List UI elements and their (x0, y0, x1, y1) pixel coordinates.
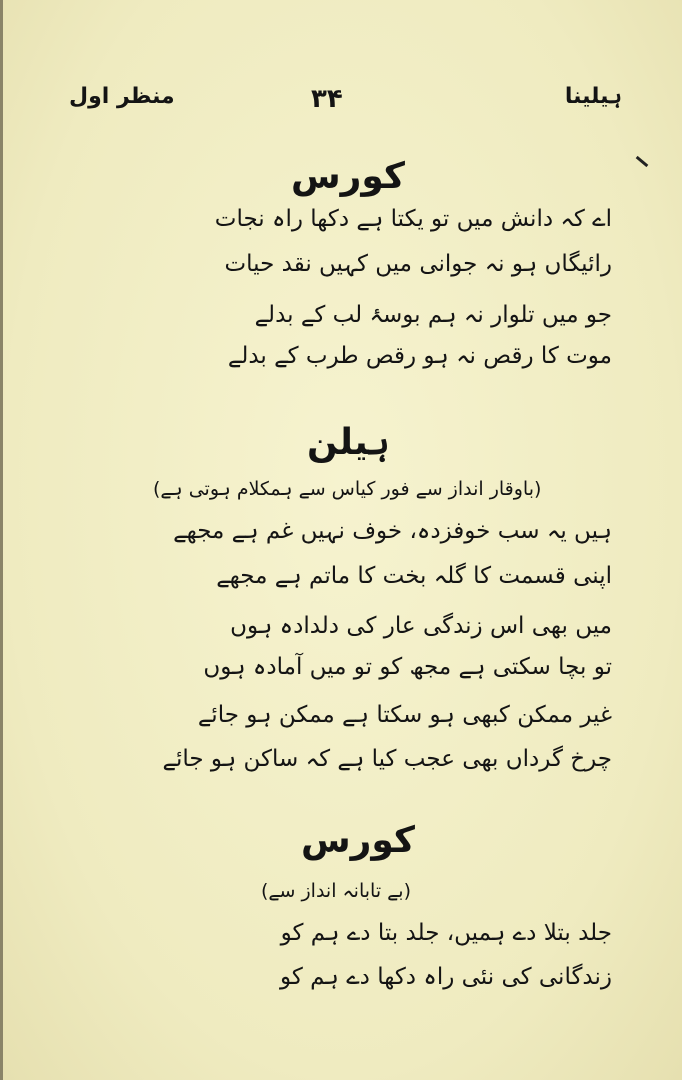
verse-line: جلد بتلا دے ہمیں، جلد بتا دے ہم کو (280, 920, 612, 946)
speaker-name: کورس (301, 820, 415, 861)
stage-direction: (باوقار انداز سے فور کیاس سے ہمکلام ہوتی ہے) (153, 478, 542, 500)
verse-line: اے کہ دانش میں تو یکتا ہے دکھا راہ نجات (214, 206, 612, 232)
verse-line: چرخ گرداں بھی عجب کیا ہے کہ ساکن ہو جائے (162, 746, 612, 772)
verse-line: رائیگاں ہو نہ جوانی میں کہیں نقد حیات (224, 251, 612, 277)
verse-line: جو میں تلوار نہ ہم بوسۂ لب کے بدلے (254, 302, 612, 328)
ink-mark (636, 156, 649, 167)
verse-line: میں بھی اس زندگی عار کی دلدادہ ہوں (230, 613, 612, 639)
stage-direction: (بے تابانہ انداز سے) (261, 880, 411, 902)
verse-line: موت کا رقص نہ ہو رقص طرب کے بدلے (227, 343, 612, 369)
verse-line: اپنی قسمت کا گلہ بخت کا ماتم ہے مجھے (216, 563, 612, 589)
page-number: ۳۴ (311, 84, 343, 114)
running-head-title: ہیلینا (564, 84, 622, 109)
verse-line: غیر ممکن کبھی ہو سکتا ہے ممکن ہو جائے (197, 702, 612, 728)
speaker-name: ہیلن (307, 422, 390, 463)
verse-line: تو بچا سکتی ہے مجھ کو تو میں آمادہ ہوں (203, 654, 612, 680)
running-head-scene: منظر اول (69, 84, 175, 109)
speaker-name: کورس (291, 156, 405, 197)
verse-line: زندگانی کی نئی راہ دکھا دے ہم کو (279, 964, 612, 990)
verse-line: ہیں یہ سب خوفزدہ، خوف نہیں غم ہے مجھے (173, 518, 612, 544)
